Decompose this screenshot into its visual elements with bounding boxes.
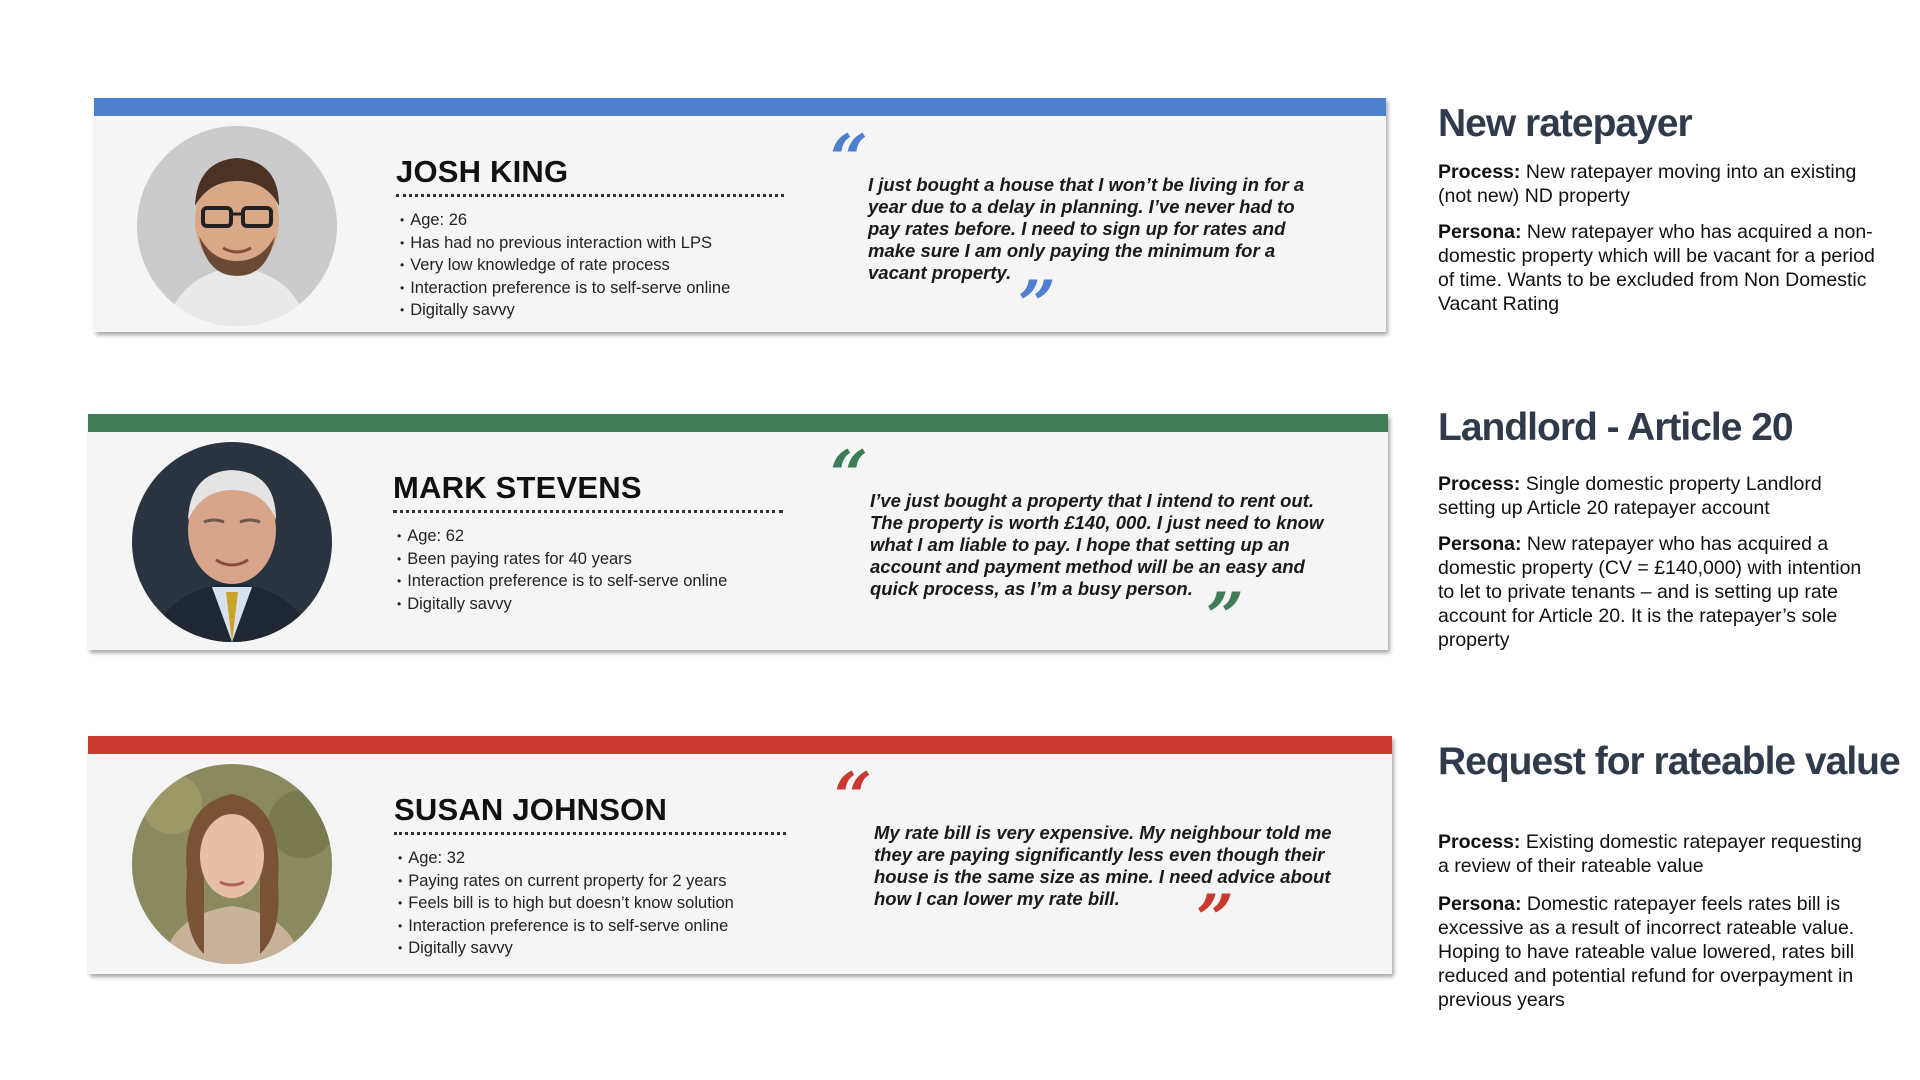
persona-quote: I just bought a house that I won’t be living in for a year due to a delay in planning. I’ve never had to pay rates before. I need to sign up for rates and make sure I am only paying the minimum for a vacant property. <box>868 174 1305 283</box>
persona-quote: My rate bill is very expensive. My neighbour told me they are paying significantly less even though their house is the same size as mine. I need advice about how I can lower my rate bill. <box>874 822 1332 909</box>
name-divider <box>394 832 786 835</box>
persona-facts <box>400 210 730 323</box>
fact-item: • Interaction preference is to self-serve online <box>400 278 730 301</box>
scenario-title: Request for rateable value <box>1438 740 1900 783</box>
fact-item: • Digitally savvy <box>400 300 730 323</box>
persona-facts <box>398 848 734 961</box>
fact-item: • Has had no previous interaction with LPS <box>400 233 730 256</box>
process-text <box>1438 472 1878 520</box>
persona-label: Persona: <box>1438 533 1522 555</box>
fact-item: • Digitally savvy <box>397 594 727 617</box>
fact-item: • Age: 62 <box>397 526 727 549</box>
persona-card-josh <box>94 98 1386 344</box>
fact-item: • Interaction preference is to self-serve online <box>398 916 734 939</box>
scenario-title: New ratepayer <box>1438 102 1692 145</box>
persona-text <box>1438 532 1878 652</box>
close-quote-icon: ” <box>1206 578 1244 656</box>
persona-value: Domestic ratepayer feels rates bill is excessive as a result of incorrect rateable value. Hoping to have rateable value lowered, rates bill reduced and potential refund for overpayment in previous years <box>1438 893 1855 1011</box>
persona-card-mark <box>88 414 1388 656</box>
persona-value: New ratepayer who has acquired a non-domestic property which will be vacant for a period of time. Wants to be excluded from Non Domestic Vacant Rating <box>1438 221 1875 315</box>
persona-text <box>1438 220 1878 316</box>
process-value: Single domestic property Landlord setting up Article 20 ratepayer account <box>1438 473 1822 519</box>
card-accent-bar <box>94 98 1386 116</box>
persona-card-susan <box>88 736 1392 974</box>
persona-label: Persona: <box>1438 221 1522 243</box>
process-value: Existing domestic ratepayer requesting a review of their rateable value <box>1438 831 1862 877</box>
persona-facts <box>397 526 727 616</box>
fact-item: • Digitally savvy <box>398 938 734 961</box>
process-value: New ratepayer moving into an existing (not new) ND property <box>1438 161 1857 207</box>
fact-item: • Very low knowledge of rate process <box>400 255 730 278</box>
persona-value: New ratepayer who has acquired a domestic property (CV = £140,000) with intention to let to private tenants – and is setting up rate account for Article 20. It is the ratepayer’s sole property <box>1438 533 1862 651</box>
persona-name: MARK STEVENS <box>393 470 642 505</box>
persona-label: Persona: <box>1438 893 1522 915</box>
scenario-title: Landlord - Article 20 <box>1438 406 1793 449</box>
fact-item: • Feels bill is to high but doesn’t know solution <box>398 893 734 916</box>
open-quote-icon: “ <box>830 120 868 198</box>
process-text <box>1438 830 1878 878</box>
process-text <box>1438 160 1878 208</box>
open-quote-icon: “ <box>830 436 868 514</box>
name-divider <box>396 194 784 197</box>
card-accent-bar <box>88 414 1388 432</box>
persona-name: SUSAN JOHNSON <box>394 792 668 827</box>
fact-item: • Been paying rates for 40 years <box>397 549 727 572</box>
fact-item: • Paying rates on current property for 2 years <box>398 871 734 894</box>
fact-item: • Age: 32 <box>398 848 734 871</box>
persona-name: JOSH KING <box>396 154 569 189</box>
close-quote-icon: ” <box>1018 266 1056 344</box>
process-label: Process: <box>1438 161 1521 183</box>
process-label: Process: <box>1438 473 1521 495</box>
card-accent-bar <box>88 736 1392 754</box>
avatar <box>132 442 332 642</box>
close-quote-icon: ” <box>1196 880 1234 958</box>
open-quote-icon: “ <box>834 758 872 836</box>
avatar <box>132 764 332 964</box>
avatar <box>137 126 337 326</box>
name-divider <box>393 510 783 513</box>
persona-quote: I’ve just bought a property that I intend to rent out. The property is worth £140, 000. I just need to know what I am liable to pay. I hope that setting up an account and payment method will be an easy and quick process, as I’m a busy person. <box>870 490 1324 599</box>
process-label: Process: <box>1438 831 1521 853</box>
fact-item: • Age: 26 <box>400 210 730 233</box>
fact-item: • Interaction preference is to self-serve online <box>397 571 727 594</box>
persona-text <box>1438 892 1878 1012</box>
